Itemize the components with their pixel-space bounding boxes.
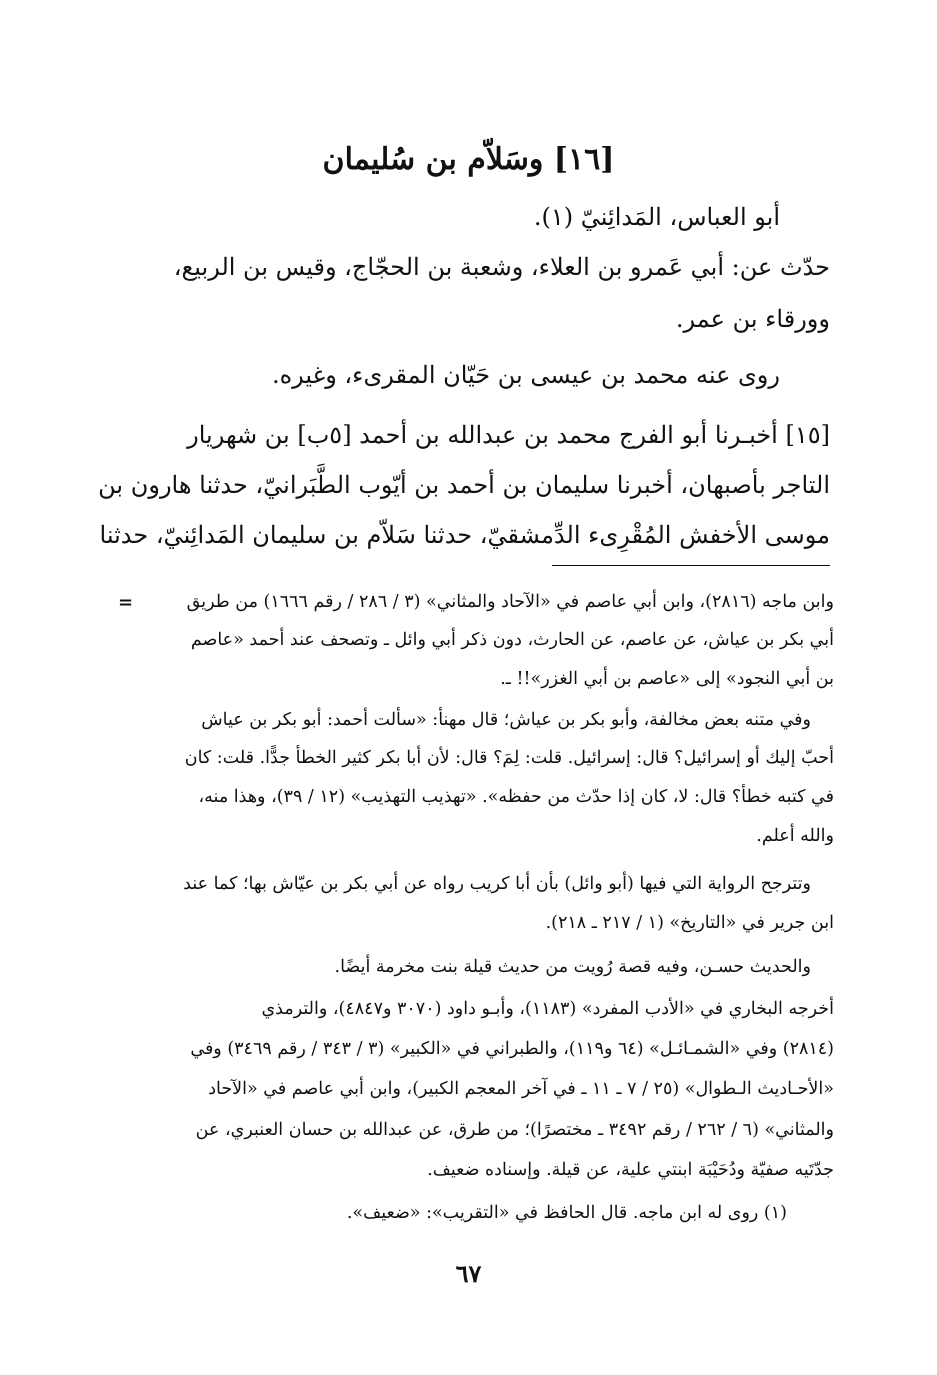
footnote-line: وفي متنه بعض مخالفة، وأبو بكر بن عياش؛ قال مهنأ: «سألت أحمد: أبو بكر بن عياش (201, 710, 811, 730)
footnote-line: والحديث حسـن، وفيه قصة رُويت من حديث قيلة بنت مخرمة أيضًا. (334, 957, 811, 977)
footnote-line: أخرجه البخاري في «الأدب المفرد» (١١٨٣)، وأبـو داود (٣٠٧٠ و٤٨٤٧)، والترمذي (261, 999, 834, 1019)
footnote-line: وتترجح الرواية التي فيها (أبو وائل) بأن أبا كريب رواه عن أبي بكر بن عيّاش بها؛ كما عند (183, 874, 811, 894)
footnote-continuation-mark: = (118, 592, 134, 613)
footnote-line: أحبّ إليك أو إسرائيل؟ قال: إسرائيل. قلت: لِمَ؟ قال: لأن أبا بكر كثير الخطأ جدًّا. قلت: كان (184, 748, 834, 768)
footnote-line: أبي بكر بن عياش، عن عاصم، عن الحارث، دون ذكر أبي وائل ـ وتصحف عند أحمد «عاصم (190, 630, 834, 650)
footnote-1: (١) روى له ابن ماجه. قال الحافظ في «التقريب»: «ضعيف». (346, 1203, 787, 1223)
footnote-line: وابن ماجه (٢٨١٦)، وابن أبي عاصم في «الآحاد والمثاني» (٣ / ٢٨٦ / رقم ١٦٦٦) من طريق (186, 592, 834, 612)
footnote-line: بن أبي النجود» إلى «عاصم بن أبي الغزر»!! ـ. (500, 669, 834, 689)
footnote-line: «الأحـاديث الـطوال» (٢٥ / ٧ ـ ١١ ـ في آخر المعجم الكبير)، وابن أبي عاصم في «الآحاد (208, 1079, 834, 1099)
footnote-line: والمثاني» (٦ / ٢٦٢ / رقم ٣٤٩٢ ـ مختصرًا)؛ من طرق، عن عبدالله بن حسان العنبري، عن (195, 1120, 834, 1140)
footnote-line: والله أعلم. (756, 826, 834, 846)
entry-line-teachers-cont: وورقاء بن عمر. (675, 305, 830, 333)
footnote-line: (٢٨١٤) وفي «الشمـائـل» (٦٤ و١١٩)، والطبراني في «الكبير» (٣ / ٣٤٣ / رقم ٣٤٦٩) وفي (190, 1039, 834, 1059)
hadith-isnad-line-3: موسى الأخفش المُقْرِىء الدِّمشقيّ، حدثنا سَلاّم بن سليمان المَدائِنيّ، حدثنا (99, 521, 830, 549)
entry-line-kunya: أبو العباس، المَدائِنيّ (١). (533, 203, 780, 231)
footnote-separator (552, 565, 830, 566)
footnote-line: جدّتَيه صفيّة ودُحَيْبَة ابنتي علية، عن قيلة. وإسناده ضعيف. (427, 1160, 834, 1180)
hadith-isnad-line-1: [١٥] أخبـرنا أبو الفرج محمد بن عبدالله بن أحمد [٥ب] بن شهريار (187, 421, 830, 449)
entry-line-students: روى عنه محمد بن عيسى بن حَيّان المقرىء، وغيره. (271, 361, 780, 389)
entry-line-teachers: حدّث عن: أبي عَمرو بن العلاء، وشعبة بن الحجّاج، وقيس بن الربيع، (173, 253, 830, 281)
footnote-line: في كتبه خطأ؟ قال: لا، كان إذا حدّث من حفظه». «تهذيب التهذيب» (١٢ / ٣٩)، وهذا منه، (198, 787, 834, 807)
footnote-line: ابن جرير في «التاريخ» (١ / ٢١٧ ـ ٢١٨). (545, 913, 834, 933)
page-number: ٦٧ (455, 1259, 482, 1288)
hadith-isnad-line-2: التاجر بأصبهان، أخبرنا سليمان بن أحمد بن أيّوب الطَّبَرانيّ، حدثنا هارون بن (98, 471, 830, 499)
entry-title: [١٦] وسَلاّم بن سُليمان (322, 142, 615, 177)
